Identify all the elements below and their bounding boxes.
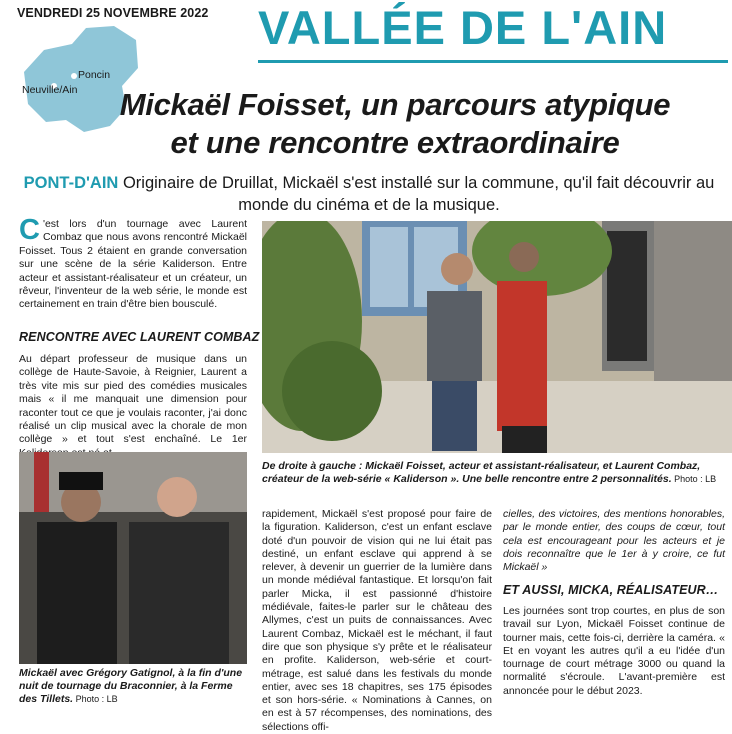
main-photo [262, 221, 732, 453]
map-dot-poncin [71, 73, 77, 79]
map-label-neuville: Neuville/Ain [22, 84, 78, 96]
main-caption-credit: Photo : LB [671, 474, 717, 485]
secondary-photo-caption [19, 667, 247, 707]
column-1-body: Au départ professeur de musique dans un collège de Haute-Savoie, à Reignier, Laurent a très vite mis sur pied des comédies musicales mais « il me manquait une dimension pour raconter tout ce que je voulais raconter, j'ai donc réalisé un clip musical avec la chorale de mon collège » et tout s'est enchaîné. Le 1er [19, 353, 247, 446]
intro-text: 'est lors d'un tournage avec Laurent Combaz que nous avons rencontré Mickaël Foisset. Tous 2 étaient en grande conversation sur une scène de la série Kaliderson. Entre acteur et assistant-réalisateur et un créateur, un rêveur, l'inventeur de la web série, le monde est certainement en train d'être bien bousculé. [19, 218, 247, 311]
subhead-rencontre: RENCONTRE AVEC LAURENT COMBAZ [19, 330, 260, 344]
secondary-caption-text: Mickaël avec Grégory Gatignol, à la fin d'une nuit de tournage du Braconnier, à la Ferme des Tillets. [19, 667, 243, 706]
drop-cap: C [19, 214, 40, 246]
headline-line-2: et une rencontre extraordinaire [170, 125, 620, 160]
main-photo-caption [262, 460, 730, 486]
column-3-body: Les journées sont trop courtes, en plus de son travail sur Lyon, Mickaël Foisset continue de tourner mais, cette fois-ci, derrière la caméra. « Et en voyant les autres qu'il a eu l'idée d'un tournage de court métrage 3000 ou quand la normalité s'écroule. L'avant-première est annoncée pour le début 2023. [503, 605, 725, 697]
main-caption-text: De droite à gauche : Mickaël Foisset, acteur et assistant-réalisateur, et Laurent Combaz, créateur de la web-série « Kaliderson ». Une belle rencontre entre 2 personnalités. [262, 460, 701, 486]
map-label-poncin: Poncin [78, 69, 111, 81]
publication-date: VENDREDI 25 NOVEMBRE 2022 [17, 6, 209, 20]
lead-kicker: PONT-D'AIN [23, 174, 119, 192]
lead-text: Originaire de Druillat, Mickaël s'est installé sur la commune, qu'il fait découvrir au monde du cinéma et de la musique. [118, 174, 715, 214]
secondary-photo [19, 452, 247, 664]
column-2-body: rapidement, Mickaël s'est proposé pour faire de la figuration. Kaliderson, c'est un enfant esclave doté d'un pouvoir de vision qui ne lui était pas destiné, un enfant esclave qui apprend à se relever, à devenir un guerrier de la lumière dans un monde médiéval fantastique. Et lorsqu'on fait parler Micka, il est passionné d'histoire médiévale, faites-le parler sur le château des Allymes, c'est un puits de connaissances. Avec Laurent Combaz, Mickaël est le méchant, il faut dire que son physique s'y prête et le réalisateur en profite. Kaliderson, web-série et court-métrage, est salué dans les festivals du monde entier, avec ses 18 chapitres, ses 175 épisodes et son hors-série. « Nominations à Cannes, on en est à 57 récompenses, des nominations, des sélections offi- [262, 508, 492, 733]
secondary-caption-credit: Photo : LB [73, 694, 118, 705]
lead-paragraph [19, 172, 719, 216]
subhead-realisateur: ET AUSSI, MICKA, RÉALISATEUR… [503, 583, 719, 597]
column-3-quote: cielles, des victoires, des mentions honorables, par le monde entier, des coups de cœur, tout cela est encourageant pour les acteurs et je dois reconnaître que le 1er à y croire, ce fut Mickaël » [503, 508, 725, 574]
section-title: VALLÉE DE L'AIN [258, 1, 668, 54]
intro-paragraph [19, 214, 247, 312]
headline [60, 86, 730, 162]
headline-line-1: Mickaël Foisset, un parcours atypique [119, 87, 671, 122]
section-rule [258, 60, 728, 63]
